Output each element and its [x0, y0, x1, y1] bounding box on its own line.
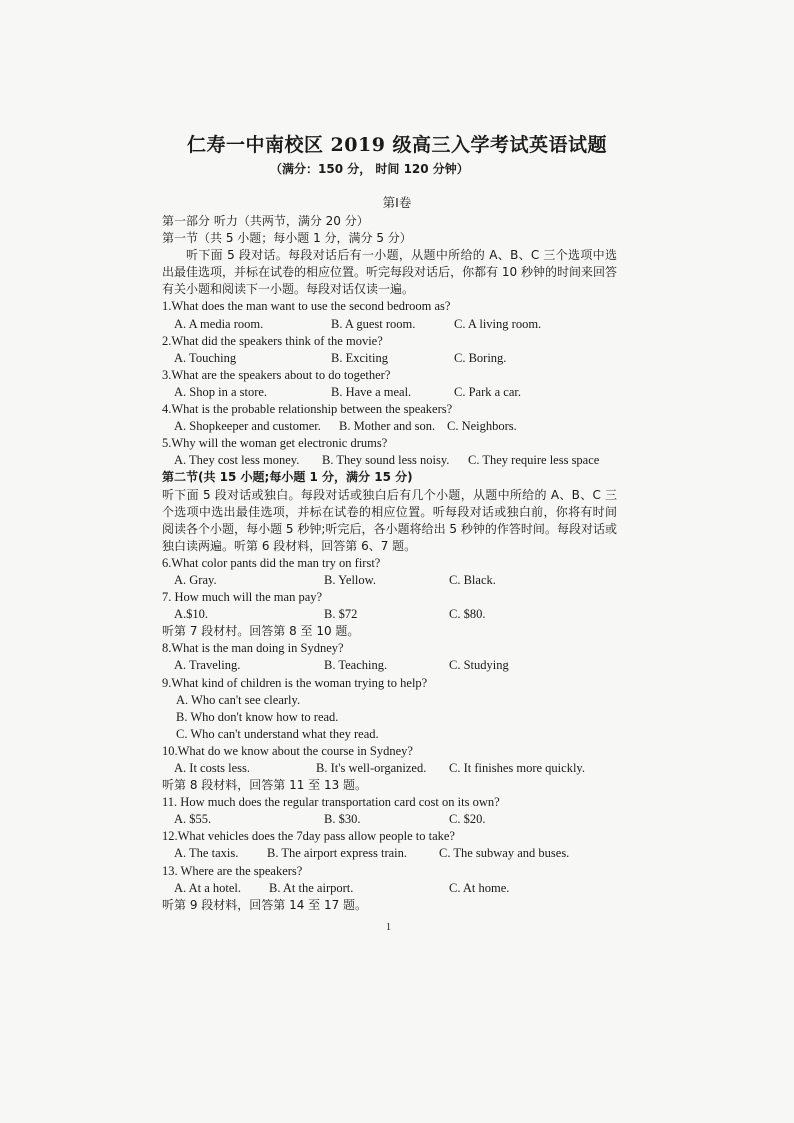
option-b: B. Exciting	[331, 350, 388, 365]
option-c: C. Studying	[449, 658, 509, 673]
question-stem: 11. How much does the regular transportation card cost on its own?	[162, 795, 500, 810]
question-options	[162, 572, 617, 589]
option-a: A. At a hotel.	[174, 880, 242, 895]
option-a: A. Touching	[174, 350, 237, 365]
segment-instruction: 听第 9 段材料，回答第 14 至 17 题。	[162, 897, 368, 912]
option-a: A. The taxis.	[174, 846, 239, 861]
question-stem: 12.What vehicles does the 7day pass allow people to take?	[162, 829, 455, 844]
option-b: B. Mother and son.	[339, 419, 436, 434]
option-a: A. Shopkeeper and customer.	[174, 419, 321, 434]
question-stem: 7. How much will the man pay?	[162, 590, 323, 605]
section2-heading: 第二节(共 15 小题;每小题 1 分，满分 15 分)	[162, 470, 413, 485]
option-c: C. $20.	[449, 812, 486, 827]
option-a: A. A media room.	[174, 316, 264, 331]
option-c: C. Who can't understand what they read.	[176, 726, 379, 741]
option-b: B. The airport express train.	[267, 846, 408, 861]
section1-heading: 第一节（共 5 小题；每小题 1 分，满分 5 分）	[162, 231, 412, 246]
page-number: 1	[386, 922, 391, 933]
option-c: C. Park a car.	[454, 384, 521, 399]
option-a: A. Gray.	[174, 572, 217, 587]
option-c: C. Neighbors.	[447, 419, 517, 434]
part1-heading: 第一部分 听力（共两节，满分 20 分）	[162, 214, 369, 228]
option-a: A. They cost less money.	[174, 453, 300, 468]
section2-instructions: 听下面 5 段对话或独白。每段对话或独白后有几个小题，从题中所给的 A、B、C 三个选项中选出最佳选项，并标在试卷的相应位置。听每段对话或独白前，你将有时间阅读各个小题，每小题 5 秒钟;听完后，各小题将给出 5 秒钟的作答时间。每段对话或独白读两遍。听第 6 段材料，回答第 6、7 题。	[162, 487, 617, 553]
question-options	[162, 811, 617, 828]
question-options	[162, 418, 617, 435]
question-stem: 5.Why will the woman get electronic drums?	[162, 436, 388, 451]
option-c: C. $80.	[449, 607, 486, 622]
exam-content	[162, 213, 617, 914]
question-stem: 8.What is the man doing in Sydney?	[162, 641, 344, 656]
question-options	[162, 384, 617, 401]
question-options	[162, 760, 617, 777]
question-options	[162, 452, 617, 469]
exam-title: 仁寿一中南校区 2019 级高三入学考试英语试题	[186, 134, 608, 156]
option-b: B. It's well-organized.	[316, 761, 427, 775]
option-c: C. The subway and buses.	[439, 846, 570, 861]
question-stem: 3.What are the speakers about to do together?	[162, 367, 391, 382]
question-stem: 1.What does the man want to use the second bedroom as?	[162, 299, 451, 314]
option-b: B. A guest room.	[331, 316, 416, 331]
option-b: B. Have a meal.	[331, 384, 412, 399]
exam-subtitle: （满分：150 分， 时间 120 分钟）	[270, 162, 469, 176]
option-a: A. Traveling.	[174, 658, 241, 673]
section1-instructions: 听下面 5 段对话。每段对话后有一小题，从题中所给的 A、B、C 三个选项中选出最佳选项，并标在试卷的相应位置。听完每段对话后，你都有 10 秒钟的时间来回答有关小题和阅读下一小题。每段对话仅读一遍。	[162, 248, 617, 297]
question-stem: 6.What color pants did the man try on first?	[162, 555, 381, 570]
question-options	[162, 657, 617, 674]
option-b: B. They sound less noisy.	[322, 453, 450, 468]
option-a: A. Who can't see clearly.	[176, 692, 301, 707]
question-options	[162, 606, 617, 623]
option-b: B. $72	[324, 607, 358, 622]
option-c: C. Black.	[449, 572, 496, 587]
option-b: B. At the airport.	[269, 880, 354, 895]
question-stem: 2.What did the speakers think of the movie?	[162, 333, 383, 348]
option-b: B. $30.	[324, 812, 361, 827]
option-b: B. Teaching.	[324, 658, 388, 673]
question-stem: 13. Where are the speakers?	[162, 863, 303, 878]
option-a: A.$10.	[174, 607, 209, 622]
option-a: A. Shop in a store.	[174, 384, 268, 399]
option-c: C. At home.	[449, 880, 510, 895]
option-a: A. It costs less.	[174, 761, 251, 775]
option-b: B. Yellow.	[324, 572, 376, 587]
question-stem: 4.What is the probable relationship between the speakers?	[162, 402, 453, 417]
segment-instruction: 听第 8 段材料，回答第 11 至 13 题。	[162, 778, 368, 793]
option-b: B. Who don't know how to read.	[176, 709, 339, 724]
question-options	[162, 880, 617, 897]
option-c: C. It finishes more quickly.	[449, 761, 585, 775]
option-c: C. A living room.	[454, 316, 542, 331]
question-options	[162, 316, 617, 333]
volume-label: 第Ⅰ卷	[382, 195, 412, 210]
option-a: A. $55.	[174, 812, 212, 827]
question-stem: 10.What do we know about the course in Sydney?	[162, 743, 413, 758]
option-c: C. Boring.	[454, 350, 507, 365]
question-stem: 9.What kind of children is the woman trying to help?	[162, 675, 428, 690]
segment-instruction: 听第 7 段材村。回答第 8 至 10 题。	[162, 624, 360, 639]
question-options	[162, 350, 617, 367]
question-options	[162, 845, 617, 862]
option-c: C. They require less space	[468, 453, 600, 468]
